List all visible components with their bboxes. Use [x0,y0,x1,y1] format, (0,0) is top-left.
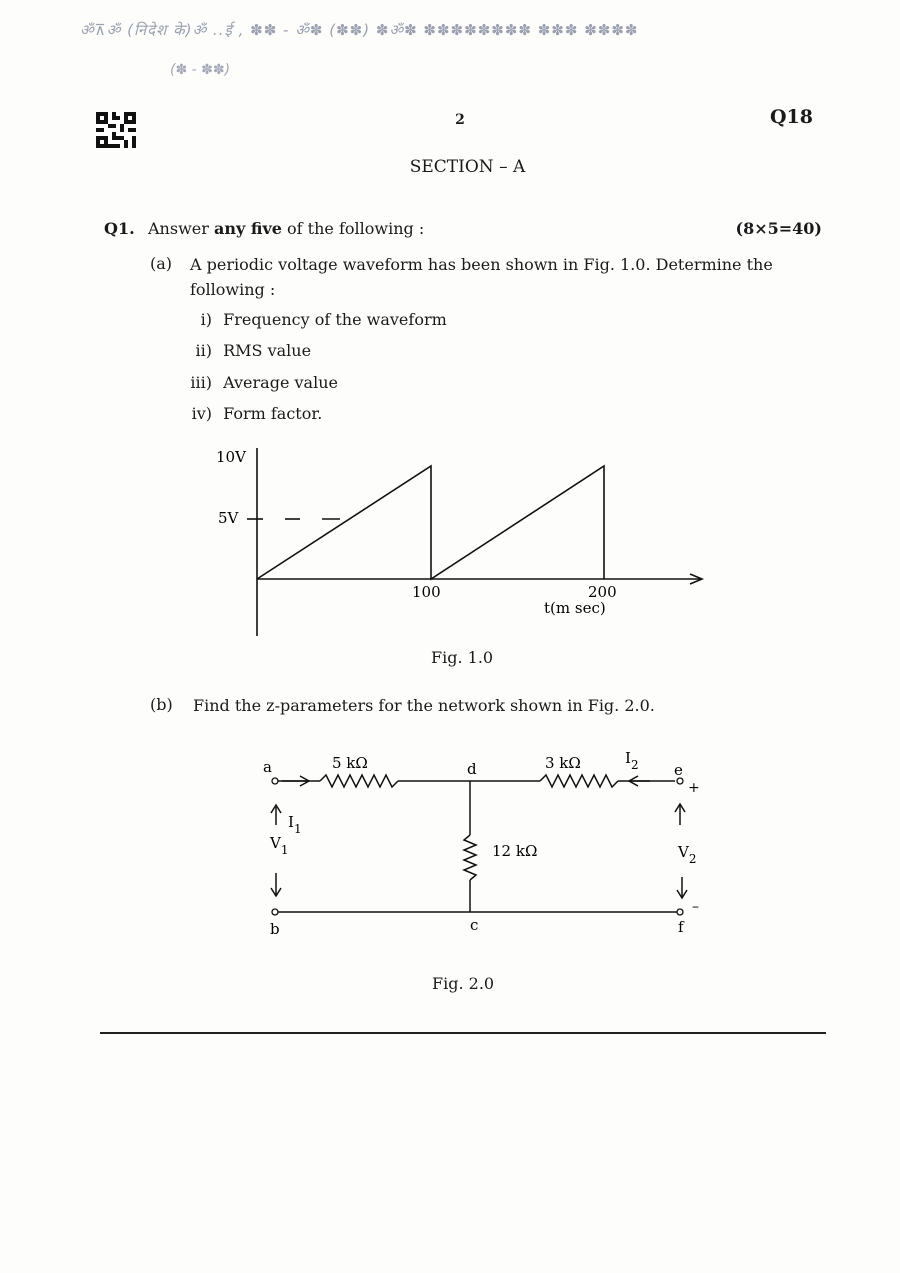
handwritten-annotation-2: (✽ - ✽✽) [170,62,231,78]
r1-label: 5 kΩ [332,754,368,772]
sawtooth-wave [257,466,604,579]
part-a-label: (a) [150,254,173,273]
resistor-12k [464,835,476,880]
waveform-figure [200,440,720,640]
part-b-text: Find the z-parameters for the network shown in Fig. 2.0. [193,696,655,715]
question-instruction: Answer any five of the following : [148,219,425,238]
part-a-item: ii) RMS value [195,341,312,360]
part-a-item: iv) Form factor. [191,404,323,423]
r3-label: 12 kΩ [492,842,538,860]
resistor-3k [540,775,618,787]
y-label-5v: 5V [218,509,239,527]
x-tick-100: 100 [412,583,441,601]
i1-label: $I_1$ [288,813,302,836]
node-b-label: b [270,920,280,938]
bottom-divider [100,1032,826,1034]
section-heading: SECTION – A [409,157,526,177]
terminal-b [272,909,278,915]
part-a-text: A periodic voltage waveform has been shown in Fig. 1.0. Determine the following : [190,255,773,299]
question-number: Q1. [104,219,135,238]
fig1-caption: Fig. 1.0 [431,648,494,667]
v1-label: $V_1$ [270,834,289,857]
node-f-label: f [678,918,684,936]
terminal-a [272,778,278,784]
handwritten-annotation: ॐ⊼ॐ (निदेश के)ॐ ..ई , ✽✽ - ॐ✽ (✽✽) ✽ॐ✽ ✽✽✽✽✽✽✽✽ ✽✽✽ ✽✽✽✽ [80,21,639,39]
page-number: 2 [455,112,465,128]
part-a-item: iii) Average value [190,373,338,392]
resistor-5k [320,775,398,787]
r2-label: 3 kΩ [545,754,581,772]
y-label-10v: 10V [216,448,246,466]
x-tick-200: 200 [588,583,617,601]
terminal-f [677,909,683,915]
v2-plus-label: + [688,780,700,796]
part-b-label: (b) [150,695,173,714]
node-a-label: a [263,758,272,776]
node-c-label: c [470,916,479,934]
network-figure [250,745,720,940]
node-e-label: e [674,761,683,779]
qr-code-icon [96,112,136,148]
i2-label: $I_2$ [625,749,639,772]
question-marks: (8×5=40) [735,219,822,238]
v2-label: $V_2$ [678,843,697,866]
part-a-item: i) Frequency of the waveform [200,310,447,329]
paper-code: Q18 [770,106,813,128]
fig2-caption: Fig. 2.0 [432,974,495,993]
v2-minus-label: – [692,899,699,915]
node-d-label: d [467,760,477,778]
x-axis-label: t(m sec) [544,599,606,617]
